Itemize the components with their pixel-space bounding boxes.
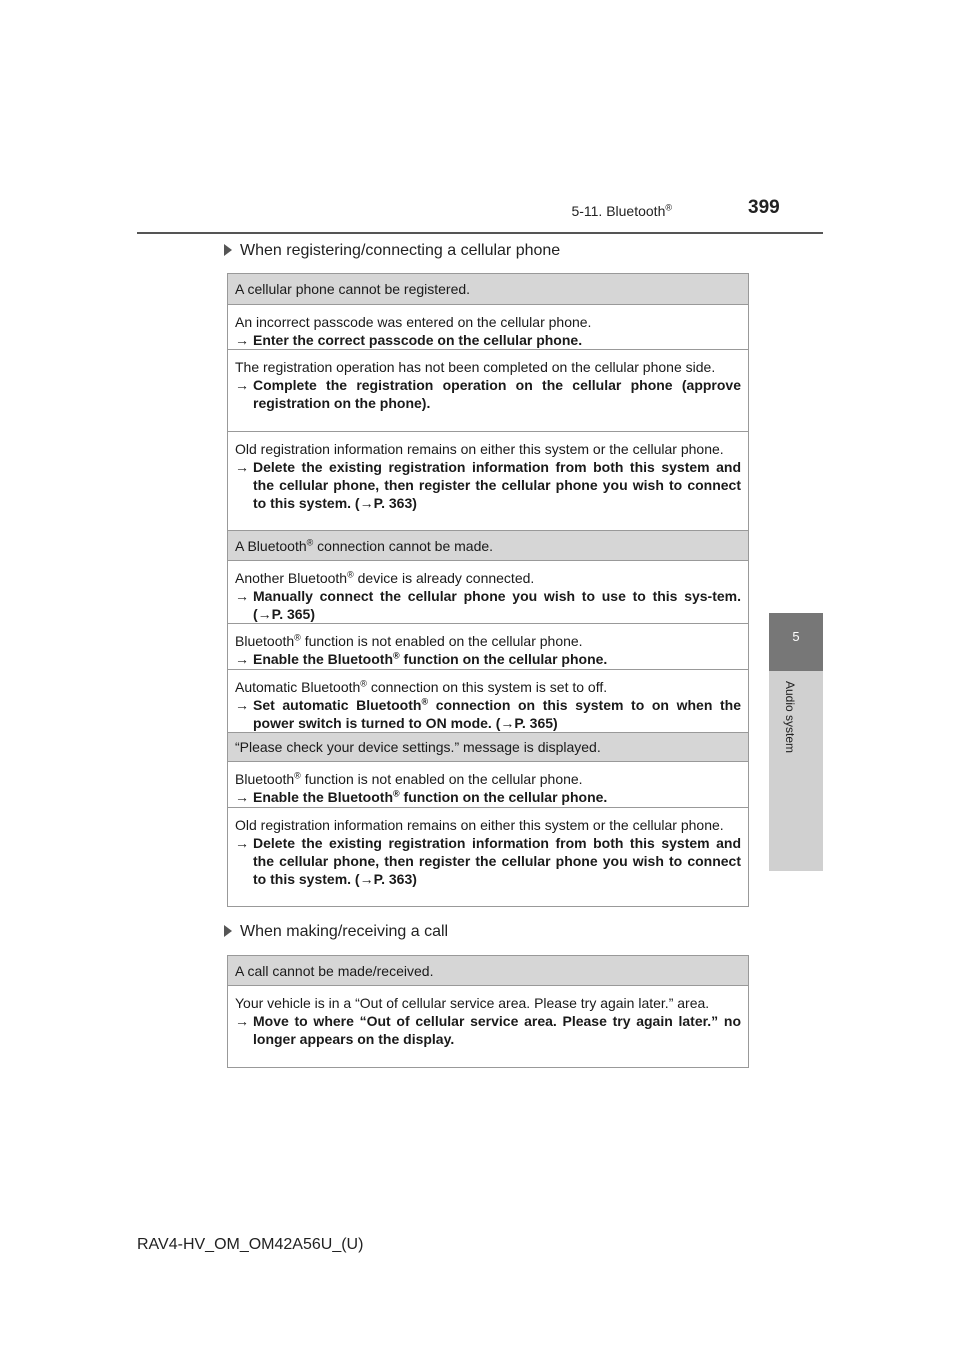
row-cause: Automatic Bluetooth® connection on this system is set to off. bbox=[235, 678, 608, 695]
row-cause: Another Bluetooth® device is already connected. bbox=[235, 569, 535, 586]
triangle-bullet-icon bbox=[224, 925, 232, 937]
row-cause: Bluetooth® function is not enabled on the cellular phone. bbox=[235, 770, 583, 787]
right-arrow-icon: → bbox=[235, 1013, 249, 1029]
trouble-table-call bbox=[227, 955, 749, 1068]
table-row bbox=[228, 305, 748, 350]
table-row bbox=[228, 670, 748, 733]
right-arrow-icon: → bbox=[235, 789, 249, 805]
row-remedy: → Delete the existing registration information from both this system and the cellular phone, then register the cellular phone you wish to connect to this system. (→P. 363) bbox=[235, 459, 741, 511]
table-row bbox=[228, 432, 748, 531]
header-section-text: 5-11. Bluetooth® bbox=[571, 202, 672, 219]
right-arrow-icon: → bbox=[235, 588, 249, 604]
table-row bbox=[228, 986, 748, 1067]
footer-document-code: RAV4-HV_OM_OM42A56U_(U) bbox=[137, 1236, 364, 1253]
table-row bbox=[228, 762, 748, 808]
row-remedy: → Complete the registration operation on the cellular phone (approve registration on the phone). bbox=[235, 377, 741, 411]
chapter-number: 5 bbox=[792, 629, 800, 644]
right-arrow-icon: → bbox=[235, 332, 249, 348]
right-arrow-icon: → bbox=[235, 459, 249, 475]
row-remedy: → Enable the Bluetooth® function on the cellular phone. bbox=[235, 650, 608, 667]
right-arrow-icon: → bbox=[235, 651, 249, 667]
right-arrow-icon: → bbox=[235, 377, 249, 393]
table-row bbox=[228, 350, 748, 432]
row-remedy: → Move to where “Out of cellular service area. Please try again later.” no longer appears on the display. bbox=[235, 1013, 741, 1047]
chapter-label: Audio system bbox=[783, 681, 797, 754]
right-arrow-icon: → bbox=[235, 697, 249, 713]
row-remedy: → Manually connect the cellular phone you wish to use to this sys-tem. (→P. 365) bbox=[235, 588, 741, 622]
row-cause: An incorrect passcode was entered on the cellular phone. bbox=[235, 314, 592, 330]
row-cause: Bluetooth® function is not enabled on the cellular phone. bbox=[235, 632, 583, 649]
triangle-bullet-icon bbox=[224, 244, 232, 256]
section-heading-registering bbox=[224, 242, 560, 260]
table-row bbox=[228, 624, 748, 670]
row-header: A Bluetooth® connection cannot be made. bbox=[228, 531, 748, 561]
section-heading-text: When making/receiving a call bbox=[240, 923, 449, 940]
row-remedy: → Delete the existing registration information from both this system and the cellular phone, then register the cellular phone you wish to connect to this system. (→P. 363) bbox=[235, 835, 741, 887]
section-heading-text: When registering/connecting a cellular phone bbox=[240, 242, 561, 259]
row-cause: Your vehicle is in a “Out of cellular service area. Please try again later.” area. bbox=[235, 995, 710, 1011]
row-cause: Old registration information remains on either this system or the cellular phone. bbox=[235, 441, 724, 457]
running-header-section bbox=[571, 203, 672, 219]
row-cause: Old registration information remains on either this system or the cellular phone. bbox=[235, 817, 724, 833]
section-heading-call bbox=[224, 923, 448, 941]
row-header: “Please check your device settings.” message is displayed. bbox=[228, 733, 748, 762]
row-remedy: → Enable the Bluetooth® function on the cellular phone. bbox=[235, 788, 608, 805]
page-number: 399 bbox=[748, 197, 780, 218]
right-arrow-icon: → bbox=[235, 835, 249, 851]
row-header: A cellular phone cannot be registered. bbox=[228, 274, 748, 305]
header-rule bbox=[137, 232, 823, 234]
table-row bbox=[228, 808, 748, 906]
trouble-table-registering bbox=[227, 273, 749, 907]
row-cause: The registration operation has not been completed on the cellular phone side. bbox=[235, 359, 716, 375]
row-remedy: → Set automatic Bluetooth® connection on this system to on when the power switch is turned to ON mode. (→P. 365) bbox=[235, 696, 741, 731]
table-row bbox=[228, 561, 748, 624]
row-header: A call cannot be made/received. bbox=[228, 956, 748, 986]
row-remedy: → Enter the correct passcode on the cellular phone. bbox=[235, 332, 583, 348]
chapter-tab bbox=[769, 613, 823, 671]
